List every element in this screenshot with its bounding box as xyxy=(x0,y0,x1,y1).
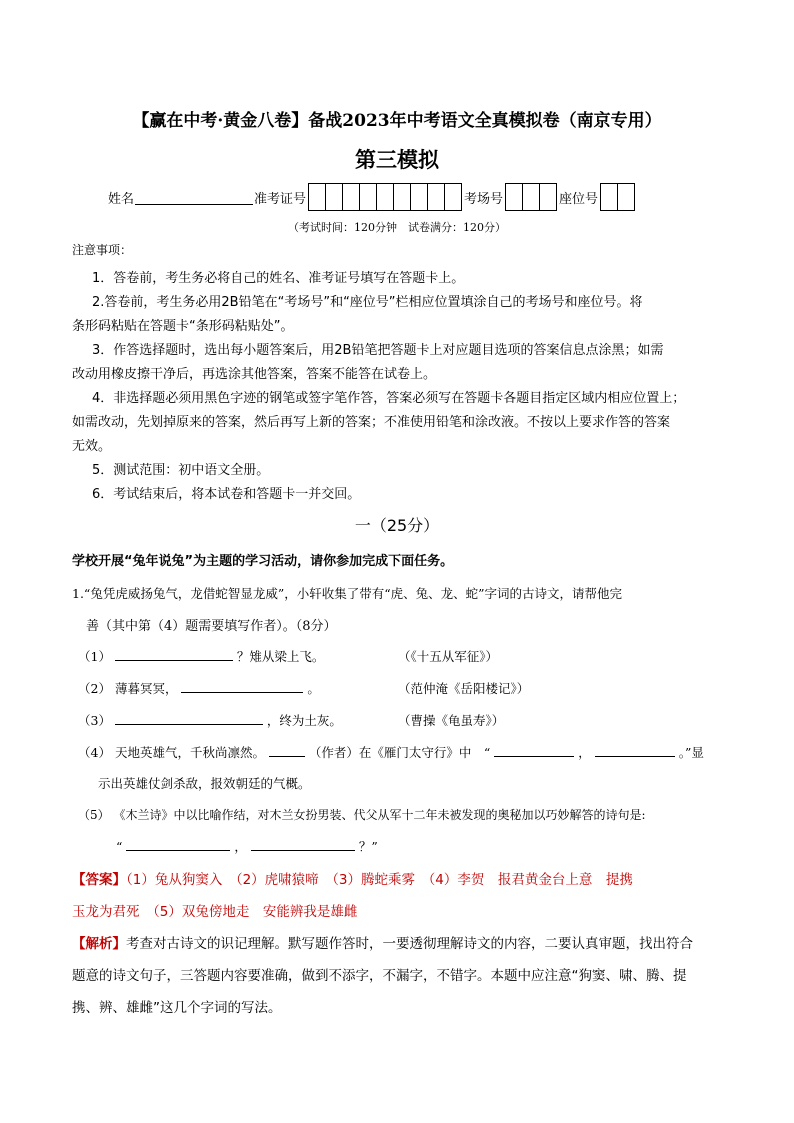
item-number: （2） xyxy=(78,681,111,696)
answer-blank[interactable] xyxy=(595,743,675,757)
answer-blank[interactable] xyxy=(181,679,303,693)
question-item-2 xyxy=(78,679,320,697)
analysis-text: 考查对古诗文的识记理解。默写题作答时，一要透彻理解诗文的内容，二要认真审题，找出符合 xyxy=(126,936,693,952)
item-text: ， xyxy=(234,839,247,854)
section-heading: 一（25分） xyxy=(354,516,440,535)
answer-blank[interactable] xyxy=(126,837,230,851)
question-item-4 xyxy=(78,743,704,761)
question-item-1 xyxy=(78,647,324,665)
seat-number-label: 座位号 xyxy=(559,191,599,207)
analysis-label: 【解析】 xyxy=(72,936,126,952)
note-line: 4．非选择题必须用黑色字迹的钢笔或签字笔作答，答案必须写在答题卡各题目指定区域内相应位置上； xyxy=(92,391,686,406)
item-number: （5） xyxy=(78,808,110,822)
answer-text: （1）兔从狗窦入 （2）虎啸猿啼 （3）腾蛇乘雾 （4）李贺 报君黄金台上意 提携 xyxy=(126,872,633,888)
note-line: 5．测试范围：初中语文全册。 xyxy=(92,463,270,478)
question-stem-line2: 善（其中第（4）题需要填写作者）。（8分） xyxy=(86,619,337,634)
item-text: ，终为土灰。 xyxy=(266,713,342,728)
note-line: 3．作答选择题时，选出每小题答案后，用2B铅笔把答题卡上对应题目选项的答案信息点涂黑；如需 xyxy=(92,343,664,358)
seat-number-boxes[interactable] xyxy=(600,183,635,211)
answer-blank[interactable] xyxy=(115,647,233,661)
note-line: 改动用橡皮擦干净后，再选涂其他答案，答案不能答在试卷上。 xyxy=(72,367,437,382)
document-title: 【赢在中考·黄金八卷】备战2023年中考语文全真模拟卷（南京专用） xyxy=(132,111,662,131)
question-item-5-blanks xyxy=(116,837,378,855)
item-source: （《十五从军征》） xyxy=(398,649,499,664)
question-item-5 xyxy=(78,806,646,823)
answer-blank[interactable] xyxy=(115,711,263,725)
item-text: ？雉从梁上飞。 xyxy=(236,649,325,664)
task-instruction: 学校开展“兔年说兔”为主题的学习活动，请你参加完成下面任务。 xyxy=(72,554,454,569)
note-line: 如需改动，先划掉原来的答案，然后再写上新的答案；不准使用铅笔和涂改液。不按以上要求作答的答案 xyxy=(72,415,671,430)
item-text: 《木兰诗》中以比喻作结，对木兰女扮男装、代父从军十二年未被发现的奥秘加以巧妙解答的诗句是: xyxy=(113,808,646,822)
item-text: “ xyxy=(116,839,123,854)
analysis-line-2: 题意的诗文句子，三答题内容要准确，做到不添字，不漏字，不错字。本题中应注意“狗窦、啸、腾、提 xyxy=(72,968,687,984)
paper-subtitle: 第三模拟 xyxy=(355,148,439,172)
item-text: ， xyxy=(578,745,591,760)
answer-line-2: 玉龙为君死 （5）双兔傍地走 安能辨我是雄雌 xyxy=(72,904,358,920)
notes-heading: 注意事项： xyxy=(72,243,133,257)
candidate-info-row xyxy=(108,181,637,213)
answer-blank[interactable] xyxy=(494,743,574,757)
exam-number-label: 准考证号 xyxy=(254,191,307,207)
exam-room-label: 考场号 xyxy=(464,191,504,207)
exam-room-boxes[interactable] xyxy=(505,183,557,211)
item-source: （范仲淹《岳阳楼记》） xyxy=(398,681,530,696)
note-line: 无效。 xyxy=(72,439,112,454)
item-number: （3） xyxy=(78,713,111,728)
name-label: 姓名 xyxy=(108,191,135,207)
item-source: （曹操《龟虽寿》） xyxy=(398,713,505,728)
answer-line-1 xyxy=(72,868,633,888)
author-blank[interactable] xyxy=(269,743,305,757)
question-item-3 xyxy=(78,711,342,729)
item-number: （1） xyxy=(78,649,111,664)
note-line: 6．考试结束后，将本试卷和答题卡一并交回。 xyxy=(92,487,361,502)
analysis-line-1 xyxy=(72,932,693,952)
item-text: （作者）在《雁门太守行》中 “ xyxy=(308,745,491,760)
answer-label: 【答案】 xyxy=(72,872,126,888)
exam-number-boxes[interactable] xyxy=(308,183,462,211)
question-stem-line1: 1.“兔凭虎威扬兔气，龙借蛇智显龙威”，小轩收集了带有“虎、兔、龙、蛇”字词的古诗文，请帮他完 xyxy=(72,586,622,601)
analysis-line-3: 携、辨、雄雌”这几个字词的写法。 xyxy=(72,1000,282,1016)
question-item-4-cont: 示出英雄仗剑杀敌，报效朝廷的气概。 xyxy=(98,776,311,791)
name-field[interactable] xyxy=(135,190,253,205)
item-text: 天地英雄气，千秋尚凛然。 xyxy=(114,745,265,760)
item-text: 。 xyxy=(307,681,320,696)
note-line: 1．答卷前，考生务必将自己的姓名、准考证号填写在答题卡上。 xyxy=(92,271,465,286)
note-line: 条形码粘贴在答题卡“条形码粘贴处”。 xyxy=(72,319,294,334)
item-text: 薄暮冥冥， xyxy=(114,681,178,696)
item-text: 。”显 xyxy=(678,745,704,760)
item-number: （4） xyxy=(78,745,111,760)
item-text: ？” xyxy=(358,839,378,854)
answer-blank[interactable] xyxy=(251,837,355,851)
exam-time-info: （考试时间：120分钟 试卷满分：120分） xyxy=(288,221,506,234)
note-line: 2.答卷前，考生务必用2B铅笔在“考场号”和“座位号”栏相应位置填涂自己的考场号和座位号。将 xyxy=(92,295,643,310)
